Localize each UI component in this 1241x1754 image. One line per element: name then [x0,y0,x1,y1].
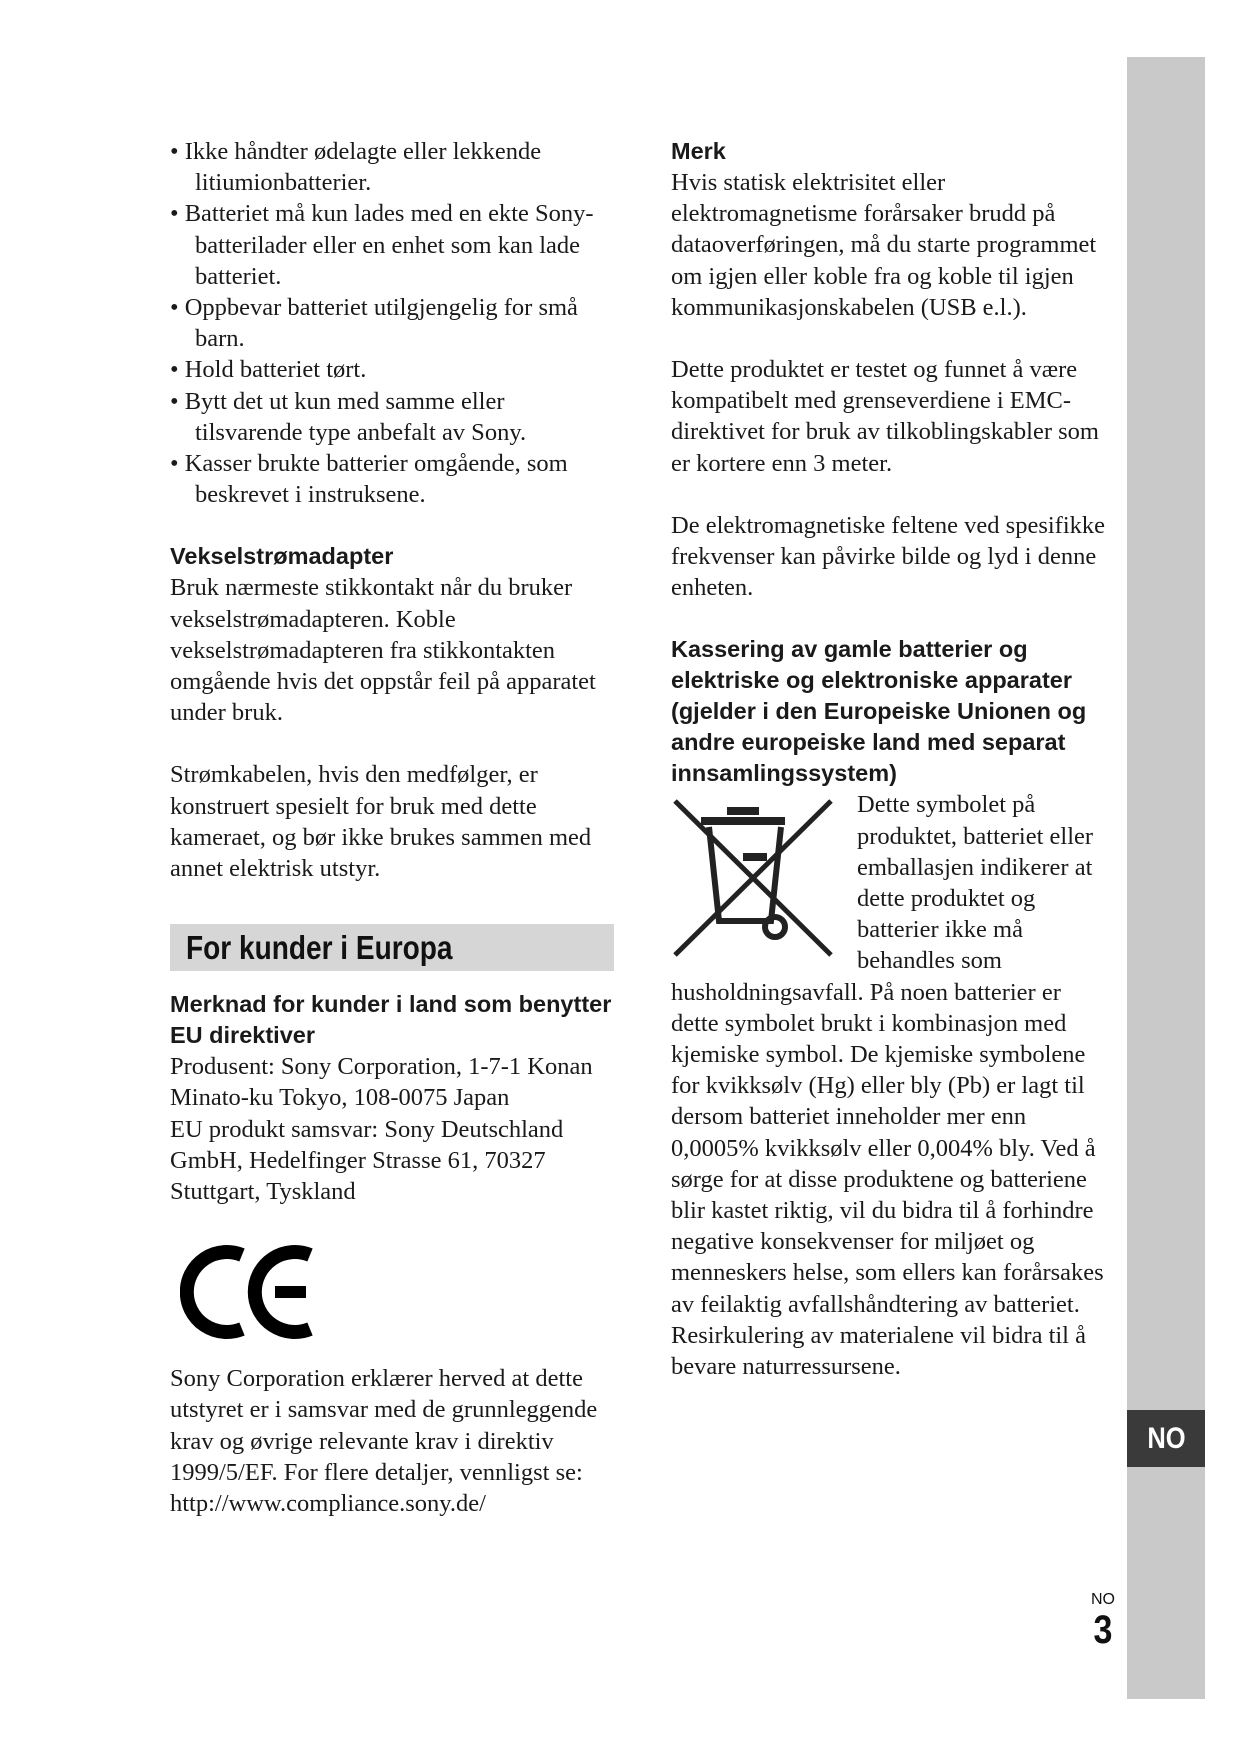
em-field-paragraph: De elektromagnetiske feltene ved spesifikke frekvenser kan påvirke bilde og lyd i denne enheten. [671,511,1106,602]
disposal-paragraph: Dette symbolet på produktet, batteriet eller emballasjen indikerer at dette produktet og batterier ikke må behandles som husholdningsavfall. På noen batterier er dette symbolet brukt i kombinasjon med kjemiske symbol. De kjemiske symbolene for kvikksølv (Hg) eller bly (Pb) er lagt til dersom batteriet inneholder mer enn 0,0005% kvikksølv eller 0,004% bly. Ved å sørge for at disse produktene og batteriene blir kastet riktig, vil du bidra til å forhindre negative konsekvenser for miljøet og menneskers helse, som ellers kan forårsakes av feilaktig avfallshåndtering av batteriet. [671,791,1104,1318]
right-column [671,136,1113,1382]
list-item: • Hold batteriet tørt. [170,354,618,385]
declaration-paragraph: Sony Corporation erklærer herved at dette utstyret er i samsvar med de grunnleggende krav og øvrige relevante krav i direktiv 1999/5/EF. For flere detaljer, vennligst se: http://www.compliance.sony.de/ [170,1365,598,1518]
language-tab-label: NO [1146,1421,1186,1455]
section-band [170,924,614,971]
power-cable-paragraph: Strømkabelen, hvis den medfølger, er konstruert spesielt for bruk med dette kameraet, og bør ikke brukes sammen med annet elektrisk utstyr. [170,761,592,883]
crossed-bin-icon [671,793,839,963]
emc-paragraph: Dette produktet er testet og funnet å være kompatibelt med grenseverdiene i EMC-direktivet for bruk av tilkoblingskabler som er kortere enn 3 meter. [671,356,1099,477]
eu-notice-heading: Merknad for kunder i land som benytter EU direktiver [170,991,612,1049]
disposal-heading: Kassering av gamle batterier og elektriske og elektroniske apparater (gjelder i den Europeiske Unionen og andre europeiske land med separat innsamlingssystem) [671,636,1087,787]
recycling-paragraph: Resirkulering av materialene vil bidra til å bevare naturressursene. [671,1321,1086,1381]
note-paragraph: Hvis statisk elektrisitet eller elektromagnetisme forårsaker brudd på dataoverføringen, må du starte programmet om igjen eller koble fra og koble til igjen kommunikasjonskabelen (USB e.l.). [671,169,1097,321]
ac-adapter-heading: Vekselstrømadapter [170,543,394,570]
page-language: NO [1091,1591,1115,1608]
battery-warning-list [170,136,618,510]
note-heading: Merk [671,138,726,164]
language-tab [1127,1410,1205,1467]
page-number: 3 [1093,1608,1113,1652]
section-title: For kunder i Europa [186,929,453,967]
manufacturer-info: Produsent: Sony Corporation, 1-7-1 Konan Minato-ku Tokyo, 108-0075 Japan EU produkt samsvar: Sony Deutschland GmbH, Hedelfinger Strasse 61, 70327 Stuttgart, Tyskland [170,1053,593,1206]
ac-adapter-paragraph: Bruk nærmeste stikkontakt når du bruker vekselstrømadapteren. Koble vekselstrømadapteren fra stikkontakten omgående hvis det oppstår feil på apparatet under bruk. [170,574,596,727]
left-column [170,136,618,1519]
list-item: • Batteriet må kun lades med en ekte Sony- batterilader eller en enhet som kan lade batteriet. [170,198,618,292]
list-item: • Kasser brukte batterier omgående, som beskrevet i instruksene. [170,448,618,510]
list-item: • Bytt det ut kun med samme eller tilsvarende type anbefalt av Sony. [170,386,618,448]
ce-mark-icon [180,1237,320,1347]
disposal-block [671,789,1113,1319]
list-item: • Oppbevar batteriet utilgjengelig for små barn. [170,292,618,354]
list-item: • Ikke håndter ødelagte eller lekkende litiumionbatterier. [170,136,618,198]
page-number-block [1085,1591,1121,1651]
